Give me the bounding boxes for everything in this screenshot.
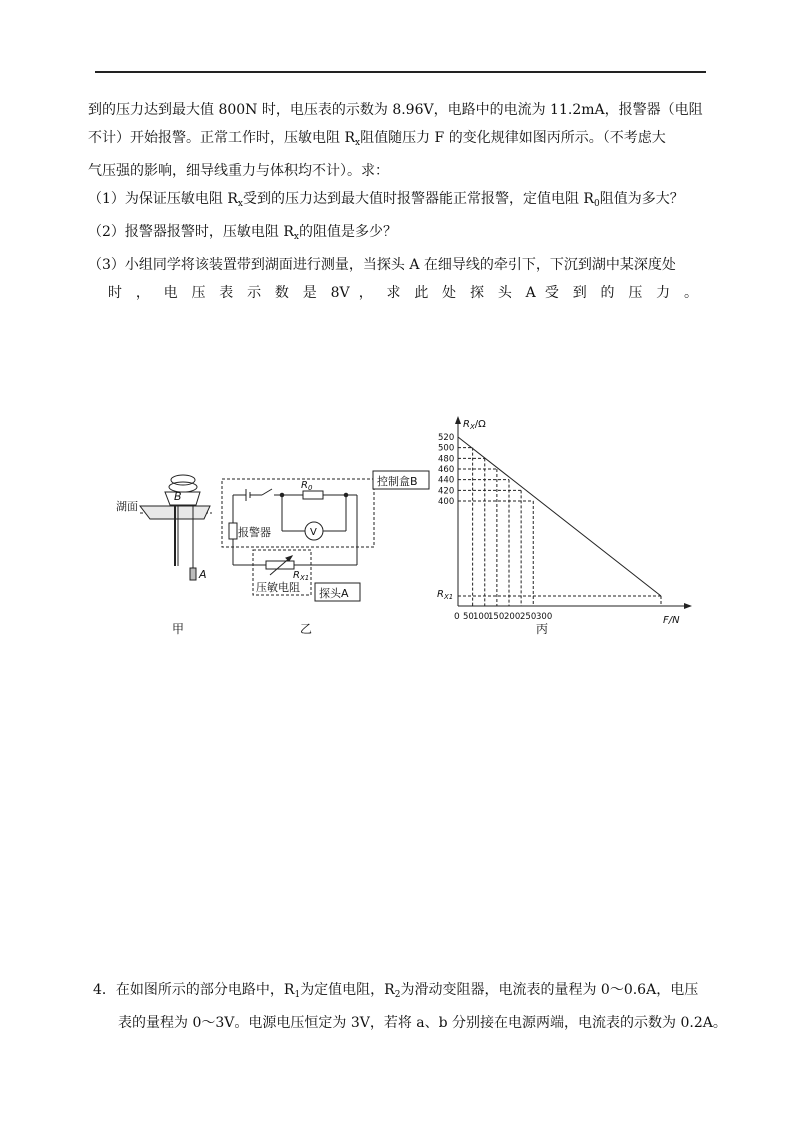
chart-x-tick-150: 150 <box>488 612 505 622</box>
control-box-label: 控制盒B <box>377 475 418 488</box>
a-label: A <box>199 568 207 581</box>
chart-x-tick-50: 50 <box>463 612 474 622</box>
chart-x-axis-label: F/N <box>663 615 680 626</box>
alarm-label: 报警器 <box>238 526 271 539</box>
lake-label: 湖面 <box>116 500 138 513</box>
r0-resistor <box>303 491 323 499</box>
probe-label: 探头A <box>319 587 349 600</box>
chart-y-tick-480: 480 <box>438 454 455 465</box>
chart-y-tick-420: 420 <box>438 486 455 497</box>
caption-jia: 甲 <box>172 622 185 636</box>
problem3-line2: 不计）开始报警。正常工作时，压敏电阻 $R_x$阻值随压力 F 的变化规律如图丙所示。（不考虑大 <box>88 130 666 148</box>
chart-y-tick-440: 440 <box>438 475 455 486</box>
chart-x-arrow <box>684 603 692 609</box>
chart-y-arrow <box>455 416 461 424</box>
probe-a-shape <box>190 568 196 580</box>
chart-rx1-label: $R_{X1}$ <box>437 589 454 601</box>
caption-yi: 乙 <box>300 622 313 636</box>
b-label: B <box>174 490 182 503</box>
chart-x-tick-250: 250 <box>520 612 537 622</box>
varistor <box>266 561 294 569</box>
question-3-line1: （3）小组同学将该装置带到湖面进行测量，当探头 A 在细导线的牵引下，下沉到湖中某深度处 <box>88 257 676 273</box>
chart-y-tick-520: 520 <box>438 433 455 443</box>
chart-x-tick-200: 200 <box>504 612 521 622</box>
chart-x-tick-300: 300 <box>536 612 553 622</box>
r0-label: $R_0$ <box>301 480 313 492</box>
question-1: （1）为保证压敏电阻 $R_x$受到的压力达到最大值时报警器能正常报警，定值电阻 $R_0$阻值为多大？ <box>88 191 684 209</box>
chart-series-line-0 <box>458 437 661 596</box>
switch-blade <box>262 489 272 495</box>
control-box-body <box>165 492 200 505</box>
sensor-label: 压敏电阻 <box>256 581 300 594</box>
chart-y-axis-label: $R_X/\Omega$ <box>463 419 486 431</box>
chart-y-tick-400: 400 <box>438 496 455 507</box>
question-3-line2: 时 ， 电 压 表 示 数 是 8V ， 求 此 处 探 头 A 受 到 的 压 力 。 <box>108 285 698 301</box>
chart-y-tick-500: 500 <box>438 443 455 454</box>
alarm-box <box>229 523 237 539</box>
problem4-text <box>88 976 727 1037</box>
chart-origin-label: 0 <box>454 612 460 622</box>
problem4-line1: 4．在如图所示的部分电路中，$R_1$为定值电阻，$R_2$为滑动变阻器，电流表的量程为 0～0.6A，电压 <box>93 982 699 1000</box>
problem3-line1: 到的压力达到最大值 800N 时，电压表的示数为 8.96V，电路中的电流为 11.2mA，报警器（电阻 <box>88 102 703 118</box>
question-2: （2）报警器报警时，压敏电阻 $R_x$的阻值是多少？ <box>88 224 397 242</box>
chart-y-tick-460: 460 <box>438 464 455 475</box>
problem3-line3: 气压强的影响，细导线重力与体积均不计）。求： <box>88 163 389 179</box>
rx-force-chart <box>438 416 692 622</box>
voltmeter-label: V <box>310 527 317 538</box>
chart-x-tick-100: 100 <box>473 612 490 622</box>
problem4-line2: 表的量程为 0～3V。电源电压恒定为 3V，若将 a、b 分别接在电源两端，电流表的示数为 0.2A。 <box>118 1015 727 1031</box>
rx-label: $R_X1$ <box>293 570 310 582</box>
caption-bing: 丙 <box>536 622 549 636</box>
